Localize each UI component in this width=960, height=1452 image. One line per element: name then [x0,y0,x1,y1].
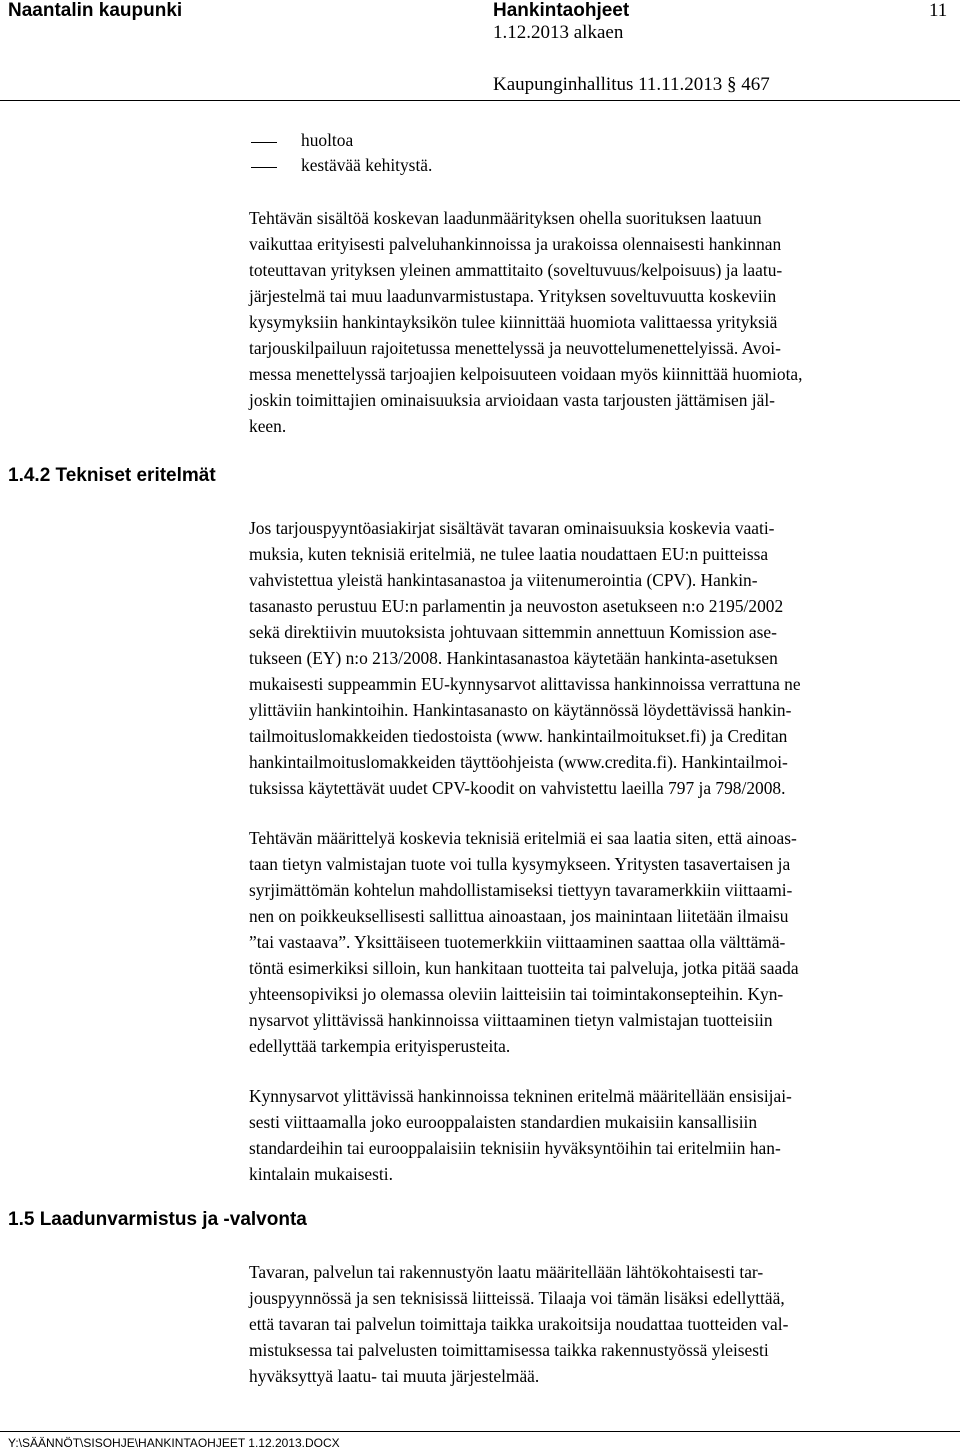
paragraph-line: nen on poikkeuksellisesti sallittua ainoastaan, jos mainintaan liitetään ilmaisu [249,906,789,926]
header-decision-reference: Kaupunginhallitus 11.11.2013 § 467 [493,74,770,95]
header-organization: Naantalin kaupunki [8,0,183,21]
section-heading-laadunvarmistus: 1.5 Laadunvarmistus ja -valvonta [8,1209,307,1230]
paragraph-line: mukaisesti suppeammin EU-kynnysarvot alittavissa hankinnoissa verrattuna ne [249,674,801,694]
bullet-item: kestävää kehitystä. [301,155,433,175]
footer-rule [0,1431,960,1432]
paragraph-line: toteuttavan yrityksen yleinen ammattitaito (soveltuvuus/kelpoisuus) ja laatu- [249,260,783,280]
paragraph-line: hyväksyttyä laatu- tai muuta järjestelmää. [249,1366,540,1386]
header-rule [0,100,960,101]
paragraph-line: syrjimättömän kohtelun mahdollistamiseksi tiettyyn tavaramerkkiin viittaami- [249,880,793,900]
paragraph-line: nysarvot ylittävissä hankinnoissa viittaaminen tietyn valmistajan tuotteisiin [249,1010,773,1030]
paragraph-line: tuksissa käytettävät uudet CPV-koodit on vahvistettu laeilla 797 ja 798/2008. [249,778,786,798]
paragraph-line: muksia, kuten teknisiä eritelmiä, ne tulee laatia noudattaen EU:n puitteissa [249,544,769,564]
paragraph-line: keen. [249,416,287,436]
paragraph-line: edellyttää tarkempia erityisperusteita. [249,1036,511,1056]
paragraph-line: tukseen (EY) n:o 213/2008. Hankintasanastoa käytetään hankinta-asetuksen [249,648,778,668]
header-effective-date: 1.12.2013 alkaen [493,22,624,43]
bullet-dash [251,142,277,143]
paragraph-line: ”tai vastaava”. Yksittäiseen tuotemerkkiin viittaaminen saattaa olla välttämä- [249,932,786,952]
paragraph-line: vaikuttaa erityisesti palveluhankinnoissa ja urakoissa olennaisesti hankinnan [249,234,782,254]
paragraph-line: töntä esimerkiksi silloin, kun hankitaan tuotteita tai palveluja, jotka pitää saada [249,958,799,978]
header-document-title: Hankintaohjeet [493,0,630,21]
section-heading-tekniset-eritelmat: 1.4.2 Tekniset eritelmät [8,465,216,486]
bullet-dash [251,167,277,168]
paragraph-line: että tavaran tai palvelun toimittaja taikka urakoitsija noudattaa tuotteiden val- [249,1314,789,1334]
paragraph-line: Jos tarjouspyyntöasiakirjat sisältävät tavaran ominaisuuksia koskevia vaati- [249,518,775,538]
paragraph-line: ylittäviin hankintoihin. Hankintasanasto on käytännössä löydettävissä hankin- [249,700,792,720]
paragraph-line: sesti viittaamalla joko eurooppalaisten standardien mukaisiin kansallisiin [249,1112,758,1132]
paragraph-line: mistuksessa tai palvelusten toimittamisessa taikka rakennustyössä yleisesti [249,1340,769,1360]
paragraph-line: vahvistettua yleistä hankintasanastoa ja viitenumerointia (CPV). Hankin- [249,570,758,590]
paragraph-line: tailmoituslomakkeiden tiedostoista (www. hankintailmoitukset.fi) ja Creditan [249,726,788,746]
paragraph-line: Tehtävän määrittelyä koskevia teknisiä eritelmiä ei saa laatia siten, että ainoas- [249,828,797,848]
paragraph-line: messa menettelyssä tarjoajien kelpoisuuteen voidaan myös kiinnittää huomiota, [249,364,803,384]
paragraph-line: standardeihin tai eurooppalaisiin teknisiin hyväksyntöihin tai eritelmiin han- [249,1138,781,1158]
paragraph-line: tarjouskilpailuun rajoitetussa menettelyssä ja neuvottelumenettelyissä. Avoi- [249,338,781,358]
paragraph-line: taan tietyn valmistajan tuote voi tulla kysymykseen. Yritysten tasavertaisen ja [249,854,791,874]
paragraph-line: hankintailmoituslomakkeiden täyttöohjeista (www.credita.fi). Hankintailmoi- [249,752,788,772]
paragraph-line: joskin toimittajien ominaisuuksia arvioidaan vasta tarjousten jättämisen jäl- [249,390,775,410]
paragraph-line: Kynnysarvot ylittävissä hankinnoissa tekninen eritelmä määritellään ensisijai- [249,1086,792,1106]
paragraph-line: jouspyynnössä ja sen teknisissä liitteissä. Tilaaja voi tämän lisäksi edellyttää, [249,1288,785,1308]
paragraph-line: yhteensopiviksi jo olemassa oleviin laitteisiin tai toimintakonsepteihin. Kyn- [249,984,784,1004]
page-number: 11 [929,0,948,21]
paragraph-line: järjestelmä tai muu laadunvarmistustapa. Yrityksen soveltuvuutta koskeviin [249,286,777,306]
paragraph-line: Tehtävän sisältöä koskevan laadunmäärityksen ohella suorituksen laatuun [249,208,762,228]
footer-file-path: Y:\SÄÄNNÖT\SISOHJE\HANKINTAOHJEET 1.12.2013.DOCX [8,1436,340,1450]
paragraph-line: kintalain mukaisesti. [249,1164,393,1184]
paragraph-line: kysymyksiin hankintayksikön tulee kiinnittää huomiota valittaessa yrityksiä [249,312,778,332]
paragraph-line: Tavaran, palvelun tai rakennustyön laatu määritellään lähtökohtaisesti tar- [249,1262,764,1282]
bullet-item: huoltoa [301,130,354,150]
paragraph-line: tasanasto perustuu EU:n parlamentin ja neuvoston asetukseen n:o 2195/2002 [249,596,784,616]
paragraph-line: sekä direktiivin muutoksista johtuvaan sittemmin annettuun Komission ase- [249,622,777,642]
